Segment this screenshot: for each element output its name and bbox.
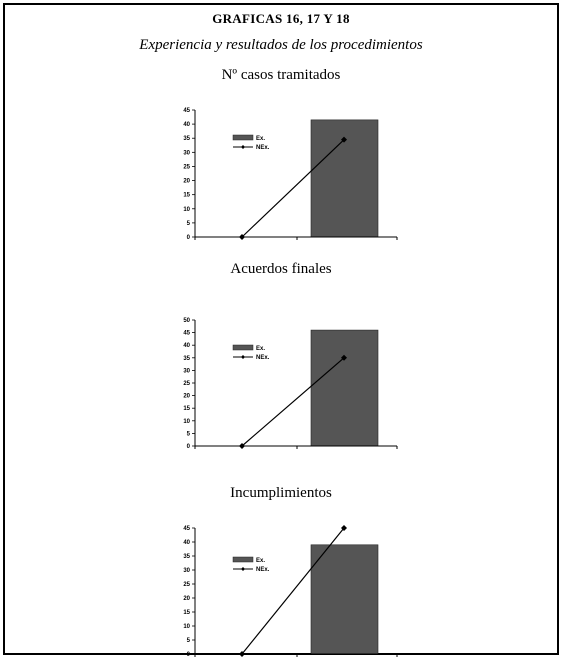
legend-swatch-bar (233, 345, 253, 350)
y-tick-label: 0 (186, 652, 190, 658)
y-tick-label: 20 (183, 393, 190, 400)
document-page (3, 3, 559, 658)
chart-3-incumplimientos (5, 520, 561, 658)
legend-label-nex: NEx. (256, 567, 270, 573)
y-tick-label: 5 (186, 431, 190, 438)
y-tick-label: 35 (183, 136, 190, 143)
chart-2-title: Acuerdos finales (230, 261, 332, 277)
page-heading: GRAFICAS 16, 17 Y 18 (212, 11, 350, 26)
y-tick-label: 30 (183, 150, 190, 157)
y-tick-label: 30 (183, 568, 190, 574)
y-tick-label: 15 (183, 610, 190, 616)
y-tick-label: 35 (183, 355, 190, 362)
legend-marker (241, 355, 245, 359)
chart-3-title: Incumplimientos (230, 485, 332, 501)
legend-label-ex: Ex. (256, 558, 266, 564)
y-tick-label: 25 (183, 164, 190, 171)
chart-2-acuerdos-finales (5, 310, 561, 455)
bar-ex (311, 330, 378, 446)
chart-1-casos-tramitados (5, 100, 561, 245)
y-tick-label: 0 (186, 235, 190, 241)
page-subheading: Experiencia y resultados de los procedimientos (139, 37, 423, 53)
y-tick-label: 45 (183, 108, 190, 114)
chart-1-title: Nº casos tramitados (221, 67, 341, 83)
legend-label-ex: Ex. (256, 136, 266, 142)
y-tick-label: 45 (183, 330, 190, 337)
y-tick-label: 40 (183, 122, 190, 129)
y-tick-label: 5 (186, 638, 190, 644)
bar-ex (311, 545, 378, 654)
y-tick-label: 0 (186, 444, 190, 450)
y-tick-label: 25 (183, 582, 190, 588)
legend-label-nex: NEx. (256, 145, 270, 151)
legend-swatch-bar (233, 135, 253, 140)
y-tick-label: 50 (183, 318, 190, 324)
legend-label-ex: Ex. (256, 346, 266, 352)
y-tick-label: 10 (183, 624, 190, 630)
y-tick-label: 10 (183, 206, 190, 213)
legend-marker (241, 145, 245, 149)
y-tick-label: 30 (183, 368, 190, 375)
y-tick-label: 20 (183, 178, 190, 185)
y-tick-label: 5 (186, 220, 190, 227)
legend-label-nex: NEx. (256, 355, 270, 361)
y-tick-label: 25 (183, 381, 190, 387)
legend-swatch-bar (233, 557, 253, 562)
y-tick-label: 40 (183, 540, 190, 546)
y-tick-label: 20 (183, 596, 190, 602)
y-tick-label: 40 (183, 343, 190, 350)
y-tick-label: 10 (183, 418, 190, 425)
y-tick-label: 45 (183, 526, 190, 532)
legend-marker (241, 567, 245, 571)
y-tick-label: 35 (183, 554, 190, 560)
y-tick-label: 15 (183, 406, 190, 413)
y-tick-label: 15 (183, 192, 190, 199)
